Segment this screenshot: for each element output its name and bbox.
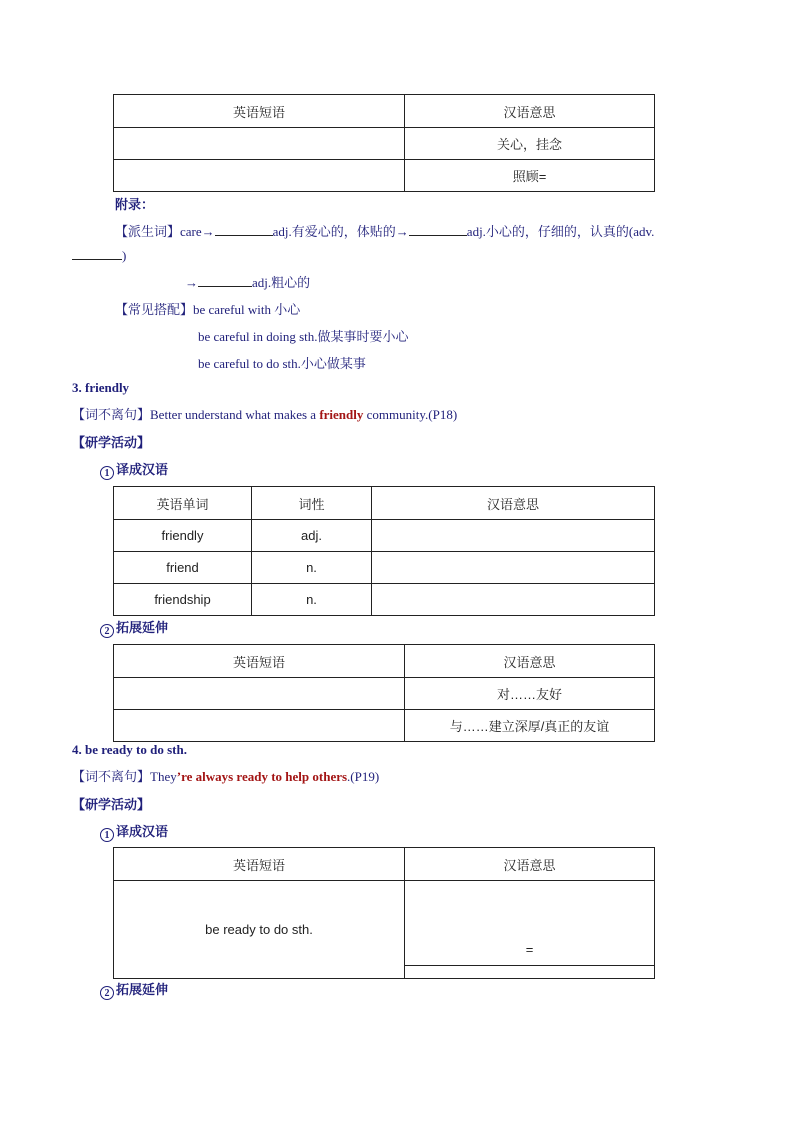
derivative-text: adj.粗心的: [252, 275, 311, 290]
meaning-cell: 与……建立深厚/真正的友谊: [405, 710, 655, 742]
sentence-highlight: ’re always ready to help others: [176, 769, 348, 784]
subsection-extend: [100, 979, 168, 1000]
phrase-table-ready: [113, 847, 655, 979]
meaning-split: [405, 894, 654, 966]
phrase-cell: be ready to do sth.: [114, 881, 405, 979]
word-table-friendly: [113, 486, 655, 616]
circled-number: 1: [100, 466, 114, 480]
collocation-item: be careful with 小心: [193, 302, 301, 317]
answer-cell[interactable]: [372, 552, 655, 584]
header-chinese-meaning: 汉语意思: [405, 95, 655, 128]
word-cell: friend: [114, 552, 252, 584]
pos-cell: adj.: [252, 520, 372, 552]
sentence-highlight: friendly: [319, 407, 364, 422]
answer-cell[interactable]: [372, 520, 655, 552]
subsection-label: 译成汉语: [116, 462, 169, 477]
example-sentence: [72, 766, 379, 785]
header-chinese-meaning: 汉语意思: [405, 848, 655, 881]
activity-label: 【研学活动】: [72, 797, 151, 812]
answer-blank[interactable]: [72, 247, 122, 260]
example-sentence: [72, 404, 457, 423]
word-cell: friendly: [114, 520, 252, 552]
header-chinese-meaning: 汉语意思: [372, 487, 655, 520]
sentence-label: 【词不离句】: [72, 769, 151, 784]
phrase-table-friendly: [113, 644, 655, 742]
meaning-cell: 对……友好: [405, 678, 655, 710]
answer-blank[interactable]: [409, 223, 467, 236]
derivative-line-2: [72, 247, 126, 264]
sentence-text: Better understand what makes a: [150, 407, 320, 422]
subsection-label: 拓展延伸: [116, 982, 169, 997]
collocation-label: 【常见搭配】: [115, 302, 194, 317]
meaning-split-cell: [405, 881, 655, 979]
arrow: →: [185, 275, 198, 290]
derivative-line: [115, 221, 654, 240]
derivative-text: ): [122, 248, 127, 263]
header-part-of-speech: 词性: [252, 487, 372, 520]
circled-number: 2: [100, 624, 114, 638]
sentence-label: 【词不离句】: [72, 407, 151, 422]
answer-blank[interactable]: [198, 274, 252, 287]
answer-cell[interactable]: [114, 128, 405, 160]
circled-number: 2: [100, 986, 114, 1000]
answer-cell[interactable]: [114, 160, 405, 192]
pos-cell: n.: [252, 552, 372, 584]
activity-label: 【研学活动】: [72, 435, 151, 450]
sentence-text: community.(P18): [363, 407, 458, 422]
subsection-label: 译成汉语: [116, 824, 169, 839]
subsection-label: 拓展延伸: [116, 620, 169, 635]
header-chinese-meaning: 汉语意思: [405, 645, 655, 678]
derivative-text: adj.有爱心的，体贴的→: [272, 224, 409, 239]
subsection-translate: [100, 821, 168, 842]
meaning-cell: 关心，挂念: [405, 128, 655, 160]
derivative-line-3: [185, 272, 310, 291]
circled-number: 1: [100, 828, 114, 842]
header-english-phrase: 英语短语: [114, 645, 405, 678]
section-title: 3. friendly: [72, 380, 130, 395]
sentence-text: They: [150, 769, 177, 784]
answer-cell[interactable]: [372, 584, 655, 616]
phrase-table-care: [113, 94, 655, 192]
answer-cell[interactable]: [114, 710, 405, 742]
collocation-line: [115, 299, 300, 318]
derivative-label: 【派生词】: [115, 224, 181, 239]
word-cell: friendship: [114, 584, 252, 616]
section-title: 4. be ready to do sth.: [72, 742, 187, 757]
collocation-item: be careful to do sth.小心做某事: [198, 356, 366, 371]
sentence-text: .(P19): [347, 769, 380, 784]
subsection-extend: [100, 617, 168, 638]
subsection-translate: [100, 459, 168, 480]
header-english-phrase: 英语短语: [114, 95, 405, 128]
answer-blank[interactable]: [215, 223, 273, 236]
derivative-text: care→: [180, 224, 215, 239]
header-english-phrase: 英语短语: [114, 848, 405, 881]
answer-cell[interactable]: =: [405, 894, 654, 966]
pos-cell: n.: [252, 584, 372, 616]
appendix-title: 附录：: [115, 197, 155, 212]
answer-cell[interactable]: [114, 678, 405, 710]
collocation-item: be careful in doing sth.做某事时要小心: [198, 329, 409, 344]
meaning-cell: 照顾=: [405, 160, 655, 192]
derivative-text: adj.小心的，仔细的，认真的(adv.: [466, 224, 655, 239]
header-english-word: 英语单词: [114, 487, 252, 520]
